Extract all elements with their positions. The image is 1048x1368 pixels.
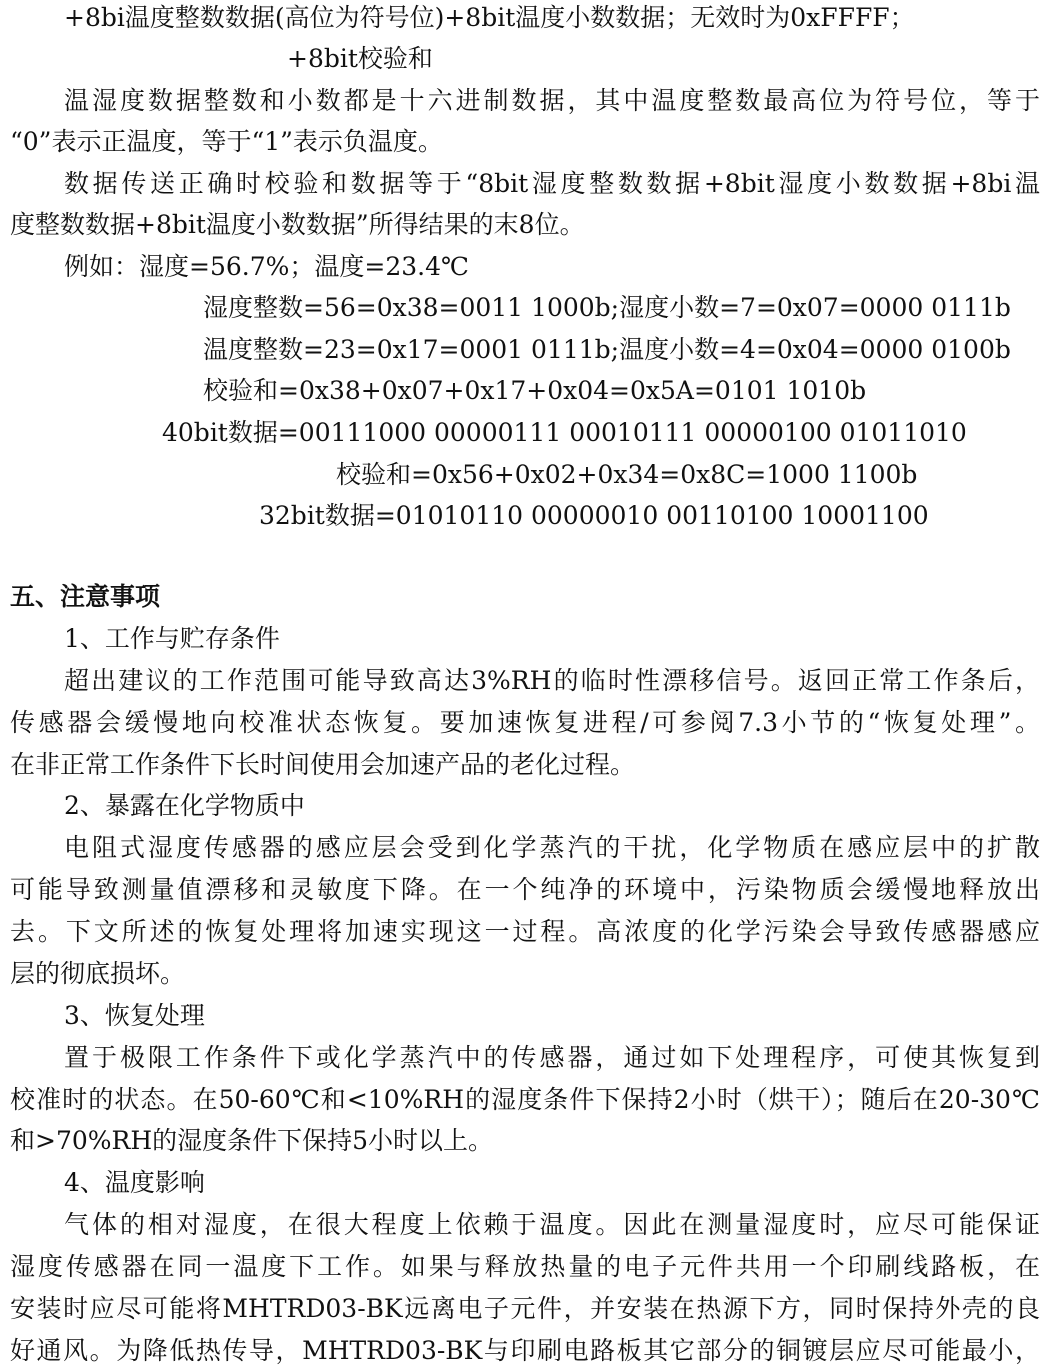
section-heading: 五、注意事项 (10, 582, 161, 611)
item2-line: 电阻式湿度传感器的感应层会受到化学蒸汽的干扰，化学物质在感应层中的扩散 (64, 833, 1040, 862)
data-format-line: +8bi温度整数数据(高位为符号位)+8bit温度小数数据；无效时为0xFFFF； (64, 3, 915, 32)
item-title: 4、温度影响 (64, 1168, 205, 1197)
item4-line: 好通风。为降低热传导，MHTRD03-BK与印刷电路板其它部分的铜镀层应尽可能最小， (10, 1336, 1040, 1365)
checksum-paragraph-line: 度整数数据+8bit温度小数数据”所得结果的末8位。 (10, 210, 585, 239)
item2-line: 可能导致测量值漂移和灵敏度下降。在一个纯净的环境中，污染物质会缓慢地释放出 (10, 875, 1040, 904)
example-32bit-line: 32bit数据=01010110 00000010 00110100 10001100 (259, 501, 929, 530)
item4-line: 气体的相对湿度，在很大程度上依赖于温度。因此在测量湿度时，应尽可能保证 (64, 1210, 1040, 1239)
example-checksum32-line: 校验和=0x56+0x02+0x34=0x8C=1000 1100b (336, 460, 918, 489)
item4-line: 湿度传感器在同一温度下工作。如果与释放热量的电子元件共用一个印刷线路板，在 (10, 1252, 1040, 1281)
item3-line: 和>70%RH的湿度条件下保持5小时以上。 (10, 1126, 494, 1155)
item4-line: 安装时应尽可能将MHTRD03-BK远离电子元件，并安装在热源下方，同时保持外壳的良 (10, 1294, 1040, 1323)
item1-line: 超出建议的工作范围可能导致高达3%RH的临时性漂移信号。返回正常工作条后， (64, 666, 1040, 695)
example-intro: 例如：湿度=56.7%；温度=23.4℃ (64, 252, 469, 281)
item3-line: 置于极限工作条件下或化学蒸汽中的传感器，通过如下处理程序，可使其恢复到 (64, 1043, 1040, 1072)
data-format-checksum-line: +8bit校验和 (287, 44, 433, 73)
item3-line: 校准时的状态。在50-60℃和<10%RH的湿度条件下保持2小时（烘干）；随后在20-30℃ (10, 1085, 1040, 1114)
checksum-paragraph-line: 数据传送正确时校验和数据等于“8bit湿度整数数据+8bit湿度小数数据+8bi温 (64, 169, 1040, 198)
item-title: 3、恢复处理 (64, 1001, 205, 1030)
sign-paragraph-line: “0”表示正温度，等于“1”表示负温度。 (10, 127, 443, 156)
example-checksum-line: 校验和=0x38+0x07+0x17+0x04=0x5A=0101 1010b (203, 376, 867, 405)
item2-line: 层的彻底损坏。 (10, 959, 186, 988)
item1-line: 在非正常工作条件下长时间使用会加速产品的老化过程。 (10, 750, 636, 779)
example-humidity-line: 湿度整数=56=0x38=0011 1000b;湿度小数=7=0x07=0000 0111b (203, 293, 1011, 322)
item-title: 1、工作与贮存条件 (64, 624, 280, 653)
item2-line: 去。下文所述的恢复处理将加速实现这一过程。高浓度的化学污染会导致传感器感应 (10, 917, 1040, 946)
example-temperature-line: 温度整数=23=0x17=0001 0111b;温度小数=4=0x04=0000 0100b (203, 335, 1011, 364)
item1-line: 传感器会缓慢地向校准状态恢复。要加速恢复进程/可参阅7.3小节的“恢复处理”。 (10, 708, 1040, 737)
item-title: 2、暴露在化学物质中 (64, 791, 305, 820)
example-40bit-line: 40bit数据=00111000 00000111 00010111 00000100 01011010 (162, 418, 967, 447)
sign-paragraph-line: 温湿度数据整数和小数都是十六进制数据，其中温度整数最高位为符号位，等于 (64, 86, 1040, 115)
